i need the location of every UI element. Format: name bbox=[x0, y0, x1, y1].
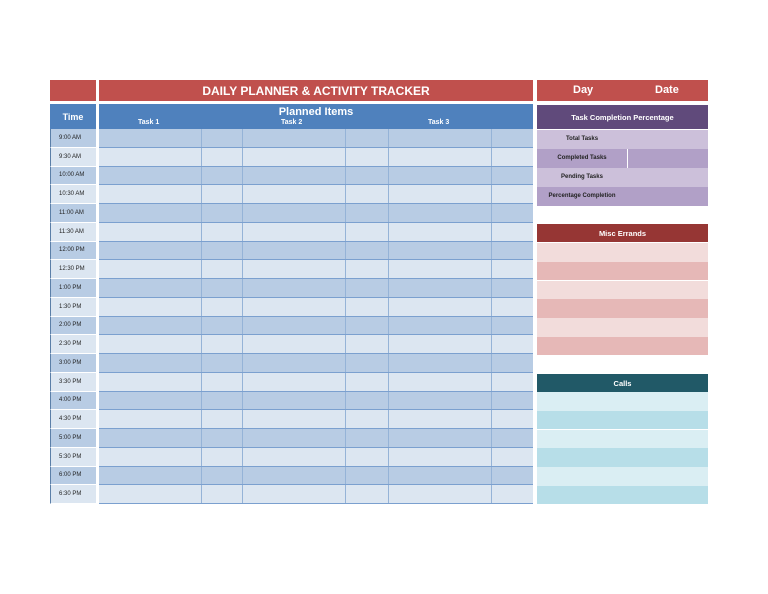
planner-cell[interactable] bbox=[492, 317, 533, 335]
planner-cell[interactable] bbox=[202, 129, 243, 147]
task-completion-header: Task Completion Percentage bbox=[537, 105, 708, 129]
planner-cell[interactable] bbox=[202, 167, 243, 185]
day-label: Day bbox=[573, 84, 594, 96]
planner-cell[interactable] bbox=[202, 317, 243, 335]
planner-row bbox=[99, 298, 533, 317]
time-slot: 11:00 AM bbox=[50, 204, 96, 223]
task-header-row bbox=[99, 120, 533, 129]
time-slot: 12:30 PM bbox=[50, 260, 96, 279]
planner-cell[interactable] bbox=[99, 317, 202, 335]
time-slot: 1:00 PM bbox=[50, 279, 96, 298]
planner-row bbox=[99, 223, 533, 242]
planner-cell[interactable] bbox=[99, 298, 202, 316]
planner-row bbox=[99, 448, 533, 467]
planner-cell[interactable] bbox=[346, 467, 389, 485]
planner-cell[interactable] bbox=[202, 185, 243, 203]
time-column bbox=[50, 104, 96, 504]
planner-cell[interactable] bbox=[243, 260, 346, 278]
planner-cell[interactable] bbox=[492, 467, 533, 485]
planner-row bbox=[99, 354, 533, 373]
planned-items-header: Planned Items bbox=[99, 104, 533, 120]
planner-cell[interactable] bbox=[243, 335, 346, 353]
planner-cell[interactable] bbox=[99, 223, 202, 241]
planner-cell[interactable] bbox=[346, 204, 389, 222]
planner-cell[interactable] bbox=[202, 335, 243, 353]
planner-cell[interactable] bbox=[346, 335, 389, 353]
planner-cell[interactable] bbox=[99, 392, 202, 410]
planner-cell[interactable] bbox=[243, 279, 346, 297]
planner-row bbox=[99, 335, 533, 354]
planner-cell[interactable] bbox=[346, 260, 389, 278]
total-tasks-row bbox=[537, 130, 708, 149]
misc-errand-row[interactable] bbox=[537, 299, 708, 318]
time-slot: 2:30 PM bbox=[50, 335, 96, 354]
planner-cell[interactable] bbox=[202, 373, 243, 391]
planner-cell[interactable] bbox=[99, 448, 202, 466]
completed-tasks-label: Completed Tasks bbox=[557, 155, 607, 162]
call-row[interactable] bbox=[537, 411, 708, 430]
planner-cell[interactable] bbox=[243, 410, 346, 428]
planner-cell[interactable] bbox=[346, 223, 389, 241]
planner-cell[interactable] bbox=[202, 260, 243, 278]
planner-cell[interactable] bbox=[492, 223, 533, 241]
planner-row bbox=[99, 260, 533, 279]
time-slot: 3:30 PM bbox=[50, 373, 96, 392]
time-slot: 10:30 AM bbox=[50, 185, 96, 204]
call-row[interactable] bbox=[537, 448, 708, 467]
planner-row bbox=[99, 429, 533, 448]
time-slot: 6:00 PM bbox=[50, 467, 96, 486]
planner-row bbox=[99, 148, 533, 167]
planner-cell[interactable] bbox=[389, 467, 492, 485]
planner-cell[interactable] bbox=[99, 335, 202, 353]
planner-cell[interactable] bbox=[346, 129, 389, 147]
planner-cell[interactable] bbox=[346, 410, 389, 428]
planner-cell[interactable] bbox=[202, 223, 243, 241]
planner-cell[interactable] bbox=[389, 392, 492, 410]
planner-cell[interactable] bbox=[389, 242, 492, 260]
planner-row bbox=[99, 467, 533, 486]
misc-errands-header: Misc Errands bbox=[537, 224, 708, 242]
time-slot: 12:00 PM bbox=[50, 242, 96, 261]
planner-cell[interactable] bbox=[346, 167, 389, 185]
planner-cell[interactable] bbox=[99, 185, 202, 203]
planner-cell[interactable] bbox=[346, 354, 389, 372]
planner-cell[interactable] bbox=[492, 260, 533, 278]
planner-cell[interactable] bbox=[389, 204, 492, 222]
planner-cell[interactable] bbox=[389, 410, 492, 428]
planner-cell[interactable] bbox=[243, 448, 346, 466]
day-date-header bbox=[537, 80, 708, 101]
planner-row bbox=[99, 317, 533, 336]
planner-cell[interactable] bbox=[492, 298, 533, 316]
planner-cell[interactable] bbox=[492, 335, 533, 353]
planner-cell[interactable] bbox=[346, 317, 389, 335]
planner-cell[interactable] bbox=[99, 260, 202, 278]
planner-cell[interactable] bbox=[202, 279, 243, 297]
pending-tasks-label: Pending Tasks bbox=[561, 174, 603, 181]
percentage-completion-label: Percentage Completion bbox=[548, 193, 616, 200]
time-slot: 4:30 PM bbox=[50, 410, 96, 429]
page-title: DAILY PLANNER & ACTIVITY TRACKER bbox=[99, 80, 533, 101]
planner-cell[interactable] bbox=[99, 467, 202, 485]
planner-cell[interactable] bbox=[243, 167, 346, 185]
planner-row bbox=[99, 242, 533, 261]
planner-cell[interactable] bbox=[202, 354, 243, 372]
planner-cell[interactable] bbox=[99, 354, 202, 372]
planner-cell[interactable] bbox=[99, 373, 202, 391]
misc-errand-row[interactable] bbox=[537, 281, 708, 300]
time-slot: 6:30 PM bbox=[50, 485, 96, 504]
planner-cell[interactable] bbox=[389, 167, 492, 185]
planner-cell[interactable] bbox=[202, 429, 243, 447]
time-list bbox=[50, 129, 96, 504]
planner-rows bbox=[99, 129, 533, 504]
time-header: Time bbox=[50, 104, 96, 129]
planner-cell[interactable] bbox=[492, 129, 533, 147]
time-slot: 1:30 PM bbox=[50, 298, 96, 317]
date-label: Date bbox=[655, 84, 679, 96]
planner-row bbox=[99, 279, 533, 298]
planner-cell[interactable] bbox=[389, 317, 492, 335]
planner-cell[interactable] bbox=[389, 148, 492, 166]
misc-errand-row[interactable] bbox=[537, 243, 708, 262]
planner-cell[interactable] bbox=[346, 429, 389, 447]
planner-cell[interactable] bbox=[346, 485, 389, 503]
planner-cell[interactable] bbox=[492, 167, 533, 185]
planner-cell[interactable] bbox=[202, 410, 243, 428]
planner-cell[interactable] bbox=[243, 392, 346, 410]
time-slot: 11:30 AM bbox=[50, 223, 96, 242]
planner-cell[interactable] bbox=[492, 354, 533, 372]
total-tasks-label: Total Tasks bbox=[565, 136, 599, 143]
planner-cell[interactable] bbox=[492, 485, 533, 503]
planner-cell[interactable] bbox=[99, 148, 202, 166]
planner-cell[interactable] bbox=[243, 185, 346, 203]
percentage-completion-row bbox=[537, 187, 708, 206]
call-row[interactable] bbox=[537, 486, 708, 505]
planner-cell[interactable] bbox=[243, 298, 346, 316]
planner-cell[interactable] bbox=[202, 298, 243, 316]
planner-cell[interactable] bbox=[99, 167, 202, 185]
call-row[interactable] bbox=[537, 430, 708, 449]
planner-cell[interactable] bbox=[243, 223, 346, 241]
planner-cell[interactable] bbox=[346, 298, 389, 316]
planner-cell[interactable] bbox=[389, 485, 492, 503]
corner-header-cell bbox=[50, 80, 96, 101]
time-slot: 4:00 PM bbox=[50, 392, 96, 411]
planner-cell[interactable] bbox=[243, 204, 346, 222]
time-slot: 9:30 AM bbox=[50, 148, 96, 167]
planner-cell[interactable] bbox=[389, 448, 492, 466]
planner-cell[interactable] bbox=[492, 242, 533, 260]
planner-cell[interactable] bbox=[389, 298, 492, 316]
planner-cell[interactable] bbox=[243, 129, 346, 147]
planner-cell[interactable] bbox=[243, 373, 346, 391]
planner-cell[interactable] bbox=[346, 448, 389, 466]
planner-cell[interactable] bbox=[202, 485, 243, 503]
planner-row bbox=[99, 392, 533, 411]
planner-cell[interactable] bbox=[346, 373, 389, 391]
planner-cell[interactable] bbox=[346, 148, 389, 166]
completed-tasks-value[interactable] bbox=[627, 149, 708, 168]
planner-cell[interactable] bbox=[202, 467, 243, 485]
planner-cell[interactable] bbox=[492, 185, 533, 203]
planner-row bbox=[99, 129, 533, 148]
planner-row bbox=[99, 204, 533, 223]
planner-cell[interactable] bbox=[346, 279, 389, 297]
planner-cell[interactable] bbox=[243, 485, 346, 503]
planner-cell[interactable] bbox=[99, 204, 202, 222]
task-1-header: Task 1 bbox=[138, 119, 160, 126]
planner-cell[interactable] bbox=[243, 429, 346, 447]
planner-cell[interactable] bbox=[99, 242, 202, 260]
planner-row bbox=[99, 410, 533, 429]
call-row[interactable] bbox=[537, 392, 708, 411]
time-slot: 10:00 AM bbox=[50, 167, 96, 186]
misc-errand-row[interactable] bbox=[537, 318, 708, 337]
planner-cell[interactable] bbox=[389, 129, 492, 147]
call-row[interactable] bbox=[537, 467, 708, 486]
pending-tasks-value[interactable] bbox=[627, 168, 708, 187]
task-3-header: Task 3 bbox=[428, 119, 450, 126]
planner-cell[interactable] bbox=[99, 429, 202, 447]
planner-cell[interactable] bbox=[389, 260, 492, 278]
planner-cell[interactable] bbox=[346, 392, 389, 410]
time-slot: 3:00 PM bbox=[50, 354, 96, 373]
misc-errand-row[interactable] bbox=[537, 337, 708, 356]
planner-cell[interactable] bbox=[389, 223, 492, 241]
planner-cell[interactable] bbox=[202, 204, 243, 222]
planner-row bbox=[99, 373, 533, 392]
time-slot: 5:00 PM bbox=[50, 429, 96, 448]
planner-cell[interactable] bbox=[389, 373, 492, 391]
planner-cell[interactable] bbox=[346, 185, 389, 203]
planner-cell[interactable] bbox=[389, 354, 492, 372]
planner-cell[interactable] bbox=[492, 448, 533, 466]
planner-cell[interactable] bbox=[492, 279, 533, 297]
planner-cell[interactable] bbox=[346, 242, 389, 260]
planner-cell[interactable] bbox=[492, 373, 533, 391]
percentage-completion-value[interactable] bbox=[627, 187, 708, 206]
planner-row bbox=[99, 485, 533, 504]
planner-cell[interactable] bbox=[202, 448, 243, 466]
planner-cell[interactable] bbox=[202, 392, 243, 410]
misc-errand-row[interactable] bbox=[537, 262, 708, 281]
planner-cell[interactable] bbox=[389, 335, 492, 353]
planner-cell[interactable] bbox=[243, 242, 346, 260]
planner-cell[interactable] bbox=[389, 279, 492, 297]
planner-cell[interactable] bbox=[202, 148, 243, 166]
planner-cell[interactable] bbox=[492, 392, 533, 410]
planner-row bbox=[99, 185, 533, 204]
planner-cell[interactable] bbox=[243, 354, 346, 372]
planner-cell[interactable] bbox=[492, 148, 533, 166]
planner-row bbox=[99, 167, 533, 186]
planner-cell[interactable] bbox=[202, 242, 243, 260]
time-slot: 9:00 AM bbox=[50, 129, 96, 148]
planner-cell[interactable] bbox=[492, 429, 533, 447]
calls-header: Calls bbox=[537, 374, 708, 392]
time-slot: 5:30 PM bbox=[50, 448, 96, 467]
planner-cell[interactable] bbox=[243, 148, 346, 166]
completed-tasks-row bbox=[537, 149, 708, 168]
planner-cell[interactable] bbox=[99, 410, 202, 428]
planner-cell[interactable] bbox=[99, 485, 202, 503]
planner-cell[interactable] bbox=[99, 129, 202, 147]
planner-cell[interactable] bbox=[389, 185, 492, 203]
task-2-header: Task 2 bbox=[281, 119, 303, 126]
planner-cell[interactable] bbox=[492, 410, 533, 428]
planner-cell[interactable] bbox=[389, 429, 492, 447]
planner-cell[interactable] bbox=[492, 204, 533, 222]
planner-cell[interactable] bbox=[99, 279, 202, 297]
pending-tasks-row bbox=[537, 168, 708, 187]
time-slot: 2:00 PM bbox=[50, 317, 96, 336]
planner-grid bbox=[99, 104, 533, 504]
planner-cell[interactable] bbox=[243, 317, 346, 335]
planner-cell[interactable] bbox=[243, 467, 346, 485]
total-tasks-value[interactable] bbox=[627, 130, 708, 149]
